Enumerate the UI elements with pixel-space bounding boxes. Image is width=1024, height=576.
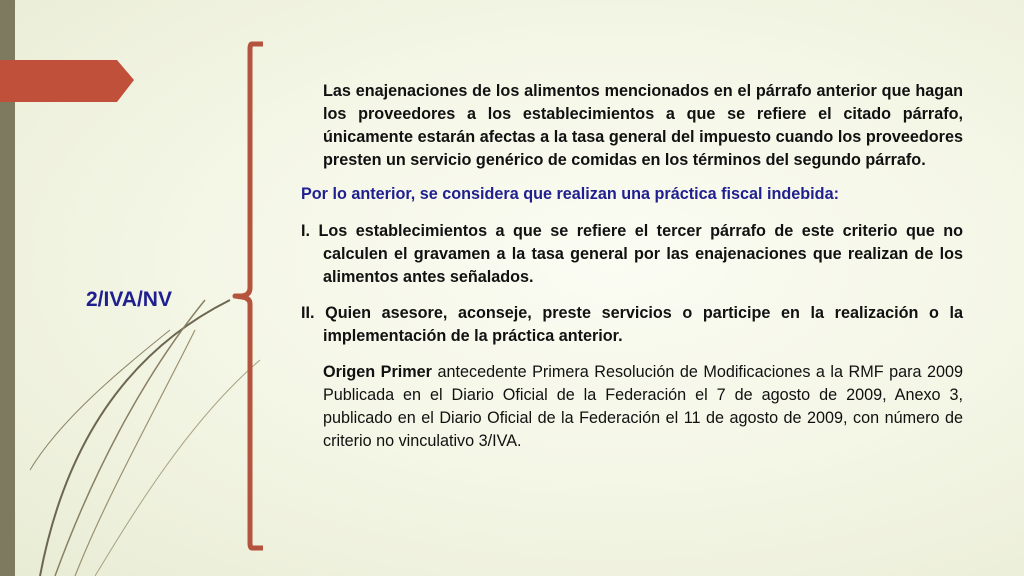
origin-text: antecedente Primera Resolución de Modificaciones a la RMF para 2009 Publicada en el Diario Oficial de la Federación el 7 de agosto de 2009, Anexo 3, publicado en el Diario Oficial de la Federación el 11 de agosto de 2009, con número de criterio no vinculativo 3/IVA. <box>323 363 963 450</box>
paragraph-origin <box>301 361 963 453</box>
list-item-2: II. Quien asesore, aconseje, preste servicios o participe en la realización o la implementación de la práctica anterior. <box>301 304 963 345</box>
slide-body-text <box>301 80 963 453</box>
paragraph-intro: Las enajenaciones de los alimentos mencionados en el párrafo anterior que hagan los proveedores a los establecimientos a que se refiere el citado párrafo, únicamente estarán afectas a la tasa general del impuesto cuando los proveedores presten un servicio genérico de comidas en los términos del segundo párrafo. <box>323 82 963 169</box>
origin-label: Origen Primer <box>323 363 432 381</box>
criterion-code-label: 2/IVA/NV <box>86 288 172 311</box>
paragraph-lead: Por lo anterior, se considera que realizan una práctica fiscal indebida: <box>301 185 839 203</box>
list-item-1: I. Los establecimientos a que se refiere el tercer párrafo de este criterio que no calculen el gravamen a la tasa general por las enajenaciones que realizan de los alimentos antes señalados. <box>301 222 963 286</box>
red-arrow-banner <box>0 60 135 104</box>
left-brace <box>230 40 270 555</box>
